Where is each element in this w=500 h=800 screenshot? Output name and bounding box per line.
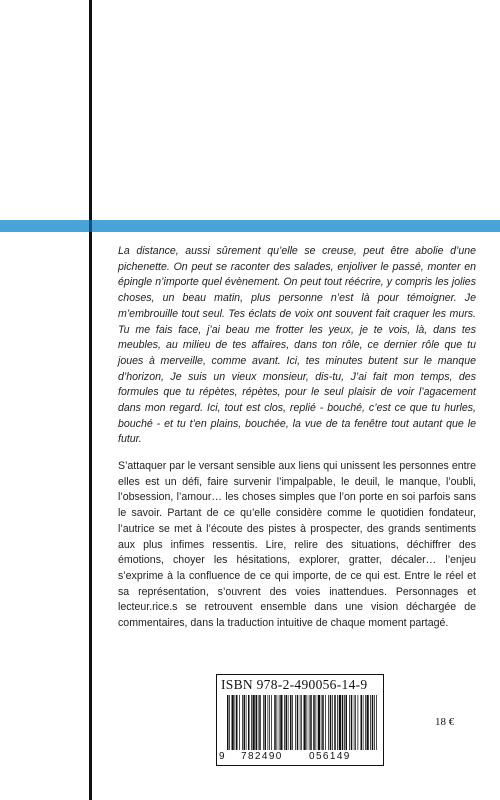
isbn-barcode-box — [216, 674, 384, 766]
accent-band — [0, 220, 500, 232]
barcode-icon — [227, 695, 377, 750]
barcode-digit-first: 9 — [219, 751, 225, 762]
price: 18 € — [435, 716, 455, 728]
accent-band-divider — [89, 220, 92, 232]
excerpt-text: La distance, aussi sûrement qu’elle se creuse, peut être abolie d’une pichenette. On peut se raconter des salades, enjoliver le passé, monter en épingle n’importe quel évènement. On peut tout réécrire, y compris les jolies choses, un beau matin, plus personne n’est là pour témoigner. Je m’embrouille tout seul. Tes éclats de voix ont souvent fait craquer les murs. Tu me fais face, j’ai beau me frotter les yeux, je te vois, là, dans tes meubles, au milieu de tes affaires, dans ton rôle, ce dernier rôle que tu joues à merveille, comme avant. Ici, tes minutes butent sur le manque d’horizon, Je suis un vieux monsieur, dis-tu, J’ai fait mon temps, des formules que tu répètes, répètes, pour le seul plaisir de voir l’agacement dans mon regard. Ici, tout est clos, replié - bouché, c’est ce que tu hurles, bouché - et tu t’en plains, bouchée, la vue de ta fenêtre tout autant que le futur. — [118, 245, 476, 446]
summary-text: S’attaquer par le versant sensible aux liens qui unissent les personnes entre elles est un défi, faire survenir l’impalpable, le deuil, le manque, l’oubli, l’obsession, l’amour… les choses simples que l’on porte en soi parfois sans le savoir. Partant de ce qu’elle considère comme le quotidien fondateur, l’autrice se met à l’écoute des pistes à prospecter, des grands sentiments aux plus infimes ressentis. Lire, relire des situations, déchiffrer des émotions, choyer les hésitations, explorer, gratter, décaler… l’enjeu s’exprime à la confluence de ce qui importe, de ce qui est. Entre le réel et sa représentation, s’ouvrent des voies inattendues. Personnages et lecteur.rice.s se retrouvent ensemble dans une vision déchargée de commentaires, dans la traduction intuitive de chaque moment partagé. — [118, 460, 476, 630]
barcode-digits-right: 056149 — [309, 751, 351, 762]
barcode-digits-left: 782490 — [241, 751, 283, 762]
isbn-label: ISBN 978-2-490056-14-9 — [221, 677, 368, 692]
vertical-rule — [89, 0, 92, 800]
